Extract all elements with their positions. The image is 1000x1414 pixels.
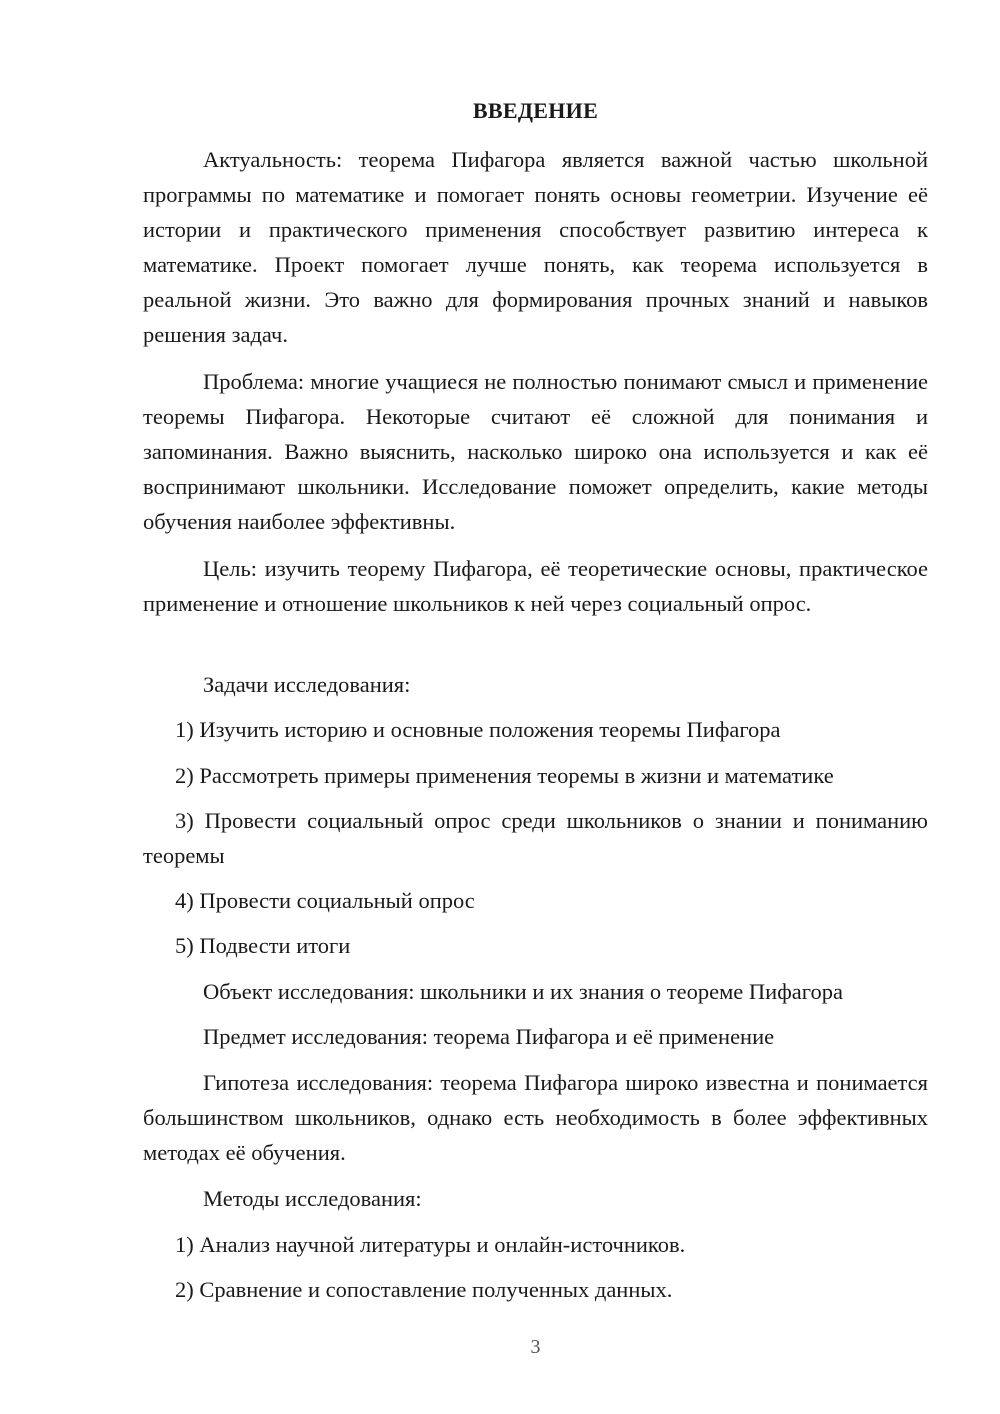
- document-page: [143, 0, 928, 1414]
- object-paragraph: Объект исследования: школьники и их знания о теореме Пифагора: [203, 979, 843, 1004]
- task-item: 2) Рассмотреть примеры применения теоремы в жизни и математике: [175, 763, 834, 788]
- problem-paragraph: Проблема: многие учащиеся не полностью понимают смысл и применение теоремы Пифагора. Некоторые считают её сложной для понимания и запоминания. Важно выяснить, насколько широко она используется и как её воспринимают школьники. Исследование поможет определить, какие методы обучения наиболее эффективны.: [143, 369, 928, 534]
- methods-heading: Методы исследования:: [203, 1186, 422, 1211]
- task-item: 4) Провести социальный опрос: [175, 888, 475, 913]
- task-item: 5) Подвести итоги: [175, 933, 351, 958]
- page-title: ВВЕДЕНИЕ: [472, 98, 599, 123]
- task-item: 3) Провести социальный опрос среди школьников о знании и пониманию теоремы: [143, 808, 928, 868]
- method-item: 2) Сравнение и сопоставление полученных данных.: [175, 1277, 673, 1302]
- goal-paragraph: Цель: изучить теорему Пифагора, её теоретические основы, практическое применение и отношение школьников к ней через социальный опрос.: [143, 556, 928, 616]
- relevance-paragraph: Актуальность: теорема Пифагора является важной частью школьной программы по математике и помогает понять основы геометрии. Изучение её истории и практического применения способствует развитию интереса к математике. Проект помогает лучше понять, как теорема используется в реальной жизни. Это важно для формирования прочных знаний и навыков решения задач.: [143, 147, 928, 347]
- tasks-heading: Задачи исследования:: [203, 672, 411, 697]
- page-number: 3: [530, 1336, 541, 1358]
- subject-paragraph: Предмет исследования: теорема Пифагора и её применение: [203, 1024, 775, 1049]
- method-item: 1) Анализ научной литературы и онлайн-источников.: [175, 1232, 686, 1257]
- task-item: 1) Изучить историю и основные положения теоремы Пифагора: [175, 717, 781, 742]
- hypothesis-paragraph: Гипотеза исследования: теорема Пифагора широко известна и понимается большинством школьников, однако есть необходимость в более эффективных методах её обучения.: [143, 1070, 928, 1165]
